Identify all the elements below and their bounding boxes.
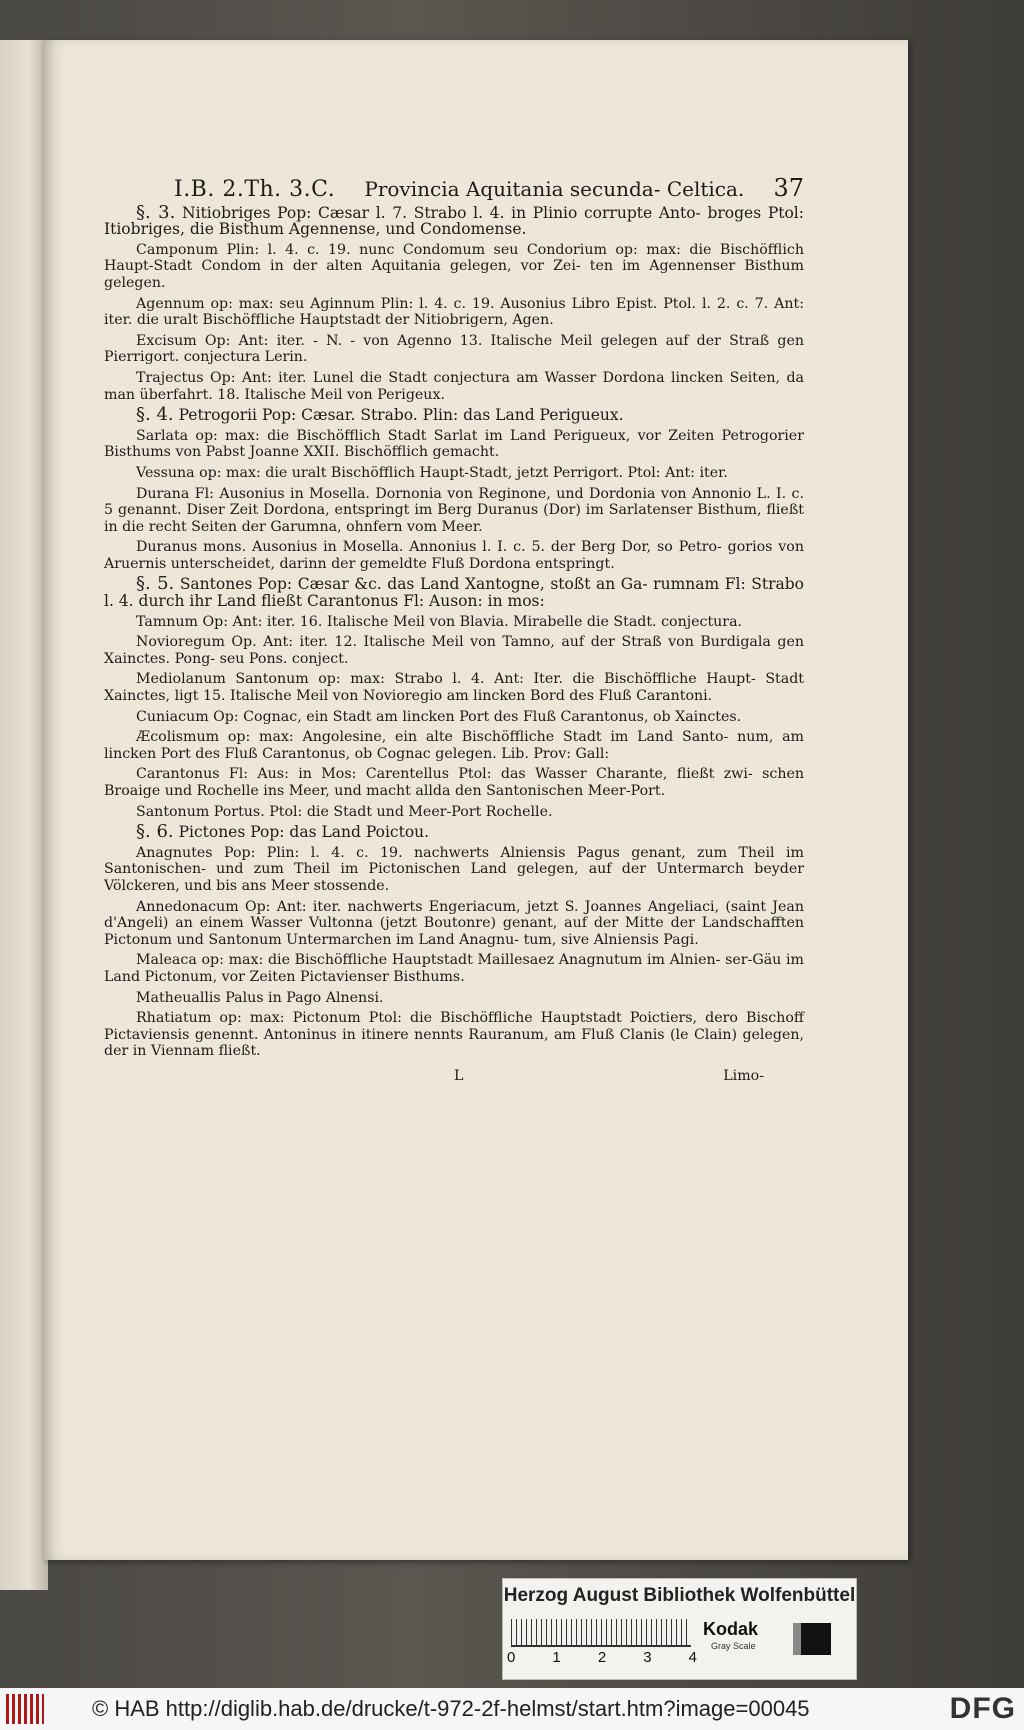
text-paragraph	[104, 952, 804, 985]
text-paragraph	[104, 370, 804, 403]
section-paragraph	[104, 573, 804, 611]
paragraph-text: Pictones Pop: das Land Poictou.	[178, 823, 430, 842]
paragraph-text: Mediolanum Santonum op: max: Strabo l. 4. Ant: Iter. die Bischöffliche Haupt- Stadt Xainctes, ligt 15. Italische Meil von Novioregio am lincken Bord des Fluß Carantoni.	[104, 671, 804, 705]
paragraph-text: Rhatiatum op: max: Pictonum Ptol: die Bischöffliche Hauptstadt Poictiers, dero Bischoff Pictaviensis genennt. Antoninus in itinere nennts Rauranum, am Fluß Clanis (le Clain) gelegen, der in Viennam fließt.	[104, 1010, 804, 1060]
section-paragraph	[104, 201, 804, 239]
text-paragraph	[104, 766, 804, 799]
text-paragraph	[104, 729, 804, 762]
header-title: Provincia Aquitania secunda- Celtica.	[364, 177, 745, 201]
left-page-edge	[0, 40, 48, 1590]
text-paragraph	[104, 465, 804, 482]
paragraph-text: Tamnum Op: Ant: iter. 16. Italische Meil von Blavia. Mirabelle die Stadt. conjectura.	[136, 613, 743, 630]
text-paragraph	[104, 296, 804, 329]
viewer-footer	[0, 1688, 1024, 1730]
ruler-scale	[511, 1619, 691, 1647]
paragraph-text: Duranus mons. Ausonius in Mosella. Annonius l. I. c. 5. der Berg Dor, so Petro- gorios von Aruernis unterscheidet, darinn der gemeldte Fluß Dordona entspringt.	[104, 539, 804, 572]
header-reference: I.B. 2.Th. 3.C.	[174, 177, 336, 202]
page-number: 37	[773, 174, 804, 202]
paragraph-text: Novioregum Op. Ant: iter. 12. Italische Meil von Tamno, auf der Straß von Burdigala gen Xainctes. Pong- seu Pons. conject.	[104, 634, 804, 667]
catchword: Limo-	[723, 1067, 764, 1084]
ruler-numbers	[507, 1649, 697, 1666]
ruler-number: 2	[597, 1649, 607, 1666]
paragraph-text: Æcolismum op: max: Angolesine, ein alte Bischöffliche Stadt im Land Santo- num, am lincken Port des Fluß Carantonus, ob Cognac gelegen. Lib. Prov: Gall:	[104, 729, 804, 762]
page-foot	[104, 1068, 804, 1085]
text-body	[104, 201, 804, 1060]
hab-logo-icon	[6, 1694, 44, 1724]
text-paragraph	[104, 428, 804, 461]
library-color-card	[502, 1578, 857, 1680]
text-paragraph	[104, 990, 804, 1007]
text-paragraph	[104, 614, 804, 631]
paragraph-text: Nitiobriges Pop: Cæsar l. 7. Strabo l. 4. in Plinio corrupte Anto- broges Ptol: Itiobriges, die Bisthum Agennense, und Condomense.	[104, 203, 804, 239]
kodak-sublabel: Gray Scale	[711, 1641, 756, 1651]
section-paragraph	[104, 821, 804, 843]
paragraph-text: Trajectus Op: Ant: iter. Lunel die Stadt conjectura am Wasser Dordona lincken Seiten, da man überfahrt. 18. Italische Meil von Perigeux.	[104, 369, 804, 403]
paragraph-text: Santonum Portus. Ptol: die Stadt und Meer-Port Rochelle.	[136, 803, 553, 820]
text-paragraph	[104, 333, 804, 366]
ruler-number: 4	[688, 1649, 697, 1666]
gray-swatch	[793, 1623, 831, 1655]
paragraph-text: Petrogorii Pop: Cæsar. Strabo. Plin: das Land Perigueux.	[178, 406, 624, 425]
library-name: Herzog August Bibliothek Wolfenbüttel	[503, 1585, 856, 1606]
signature-mark: L	[454, 1067, 464, 1084]
paragraph-text: Maleaca op: max: die Bischöffliche Hauptstadt Maillesaez Anagnutum im Alnien- ser-Gäu im Land Pictonum, vor Zeiten Pictavienser Bisthums.	[104, 952, 804, 985]
paragraph-text: Matheuallis Palus in Pago Alnensi.	[136, 989, 384, 1006]
paragraph-text: Santones Pop: Cæsar &c. das Land Xantogne, stoßt an Ga- rumnam Fl: Strabo l. 4. durch ihr Land fließt Carantonus Fl: Auson: in mos:	[104, 575, 804, 611]
section-number: §. 5.	[136, 573, 175, 595]
dfg-logo: DFG	[949, 1692, 1016, 1725]
ruler-number: 1	[552, 1649, 561, 1666]
paragraph-text: Durana Fl: Ausonius in Mosella. Dornonia von Reginone, und Dordonia von Annonio L. I. c. 5 genannt. Diser Zeit Dordona, entspringt im Berg Duranus (Dor) im Sarlatenser Bisthum, fließt in die recht Seiten der Garumna, ohnfern vom Meer.	[104, 485, 804, 535]
text-paragraph	[104, 804, 804, 821]
book-page	[44, 40, 908, 1560]
text-paragraph	[104, 634, 804, 667]
section-number: §. 4.	[136, 404, 174, 426]
text-paragraph	[104, 242, 804, 292]
text-paragraph	[104, 899, 804, 949]
text-paragraph	[104, 845, 804, 895]
paragraph-text: Carantonus Fl: Aus: in Mos: Carentellus Ptol: das Wasser Charante, fließt zwi- schen Broaige und Rochelle ins Meer, und macht allda den Santonischen Meer-Port.	[104, 766, 804, 799]
paragraph-text: Anagnutes Pop: Plin: l. 4. c. 19. nachwerts Alniensis Pagus genant, zum Theil im Santonischen- und zum Theil im Pictonischen Land gelegen, auf der Untermarch beyder Völckeren, und bis ans Meer stossende.	[104, 844, 804, 894]
text-paragraph	[104, 709, 804, 726]
running-header	[174, 174, 804, 202]
paragraph-text: Camponum Plin: l. 4. c. 19. nunc Condomum seu Condorium op: max: die Bischöfflich Haupt-Stadt Condom in der alten Aquitania gelegen, vor Zei- ten im Agennenser Bisthum gelegen.	[104, 241, 804, 291]
paragraph-text: Annedonacum Op: Ant: iter. nachwerts Engeriacum, jetzt S. Joannes Angeliaci, (saint Jean d'Angeli) an einem Wasser Vultonna (jetzt Boutonre) genant, auf der Mitte der Landschafften Pictonum und Santonum Untermarchen im Land Anagnu- tum, sive Alniensis Pagi.	[104, 898, 804, 948]
text-paragraph	[104, 539, 804, 572]
ruler-number: 0	[507, 1649, 516, 1666]
paragraph-text: Cuniacum Op: Cognac, ein Stadt am lincken Port des Fluß Carantonus, ob Xainctes.	[136, 708, 742, 725]
paragraph-text: Agennum op: max: seu Aginnum Plin: l. 4. c. 19. Ausonius Libro Epist. Ptol. l. 2. c. 7. Ant: iter. die uralt Bischöffliche Hauptstadt der Nitiobrigern, Agen.	[104, 295, 804, 329]
section-paragraph	[104, 404, 804, 426]
text-paragraph	[104, 671, 804, 704]
paragraph-text: Sarlata op: max: die Bischöfflich Stadt Sarlat im Land Perigueux, vor Zeiten Petrogorier Bisthums von Pabst Joanne XXII. Bischöfflich gemacht.	[104, 427, 804, 461]
paragraph-text: Vessuna op: max: die uralt Bischöfflich Haupt-Stadt, jetzt Perrigort. Ptol: Ant: iter.	[136, 464, 728, 481]
ruler-number: 3	[643, 1649, 652, 1666]
source-url[interactable]: © HAB http://diglib.hab.de/drucke/t-972-2f-helmst/start.htm?image=00045	[92, 1696, 810, 1721]
paragraph-text: Excisum Op: Ant: iter. - N. - von Agenno 13. Italische Meil gelegen auf der Straß gen Pierrigort. conjectura Lerin.	[104, 332, 804, 366]
kodak-label: Kodak	[703, 1619, 759, 1639]
section-number: §. 3.	[136, 201, 176, 223]
page-content	[104, 174, 804, 1085]
text-paragraph	[104, 1010, 804, 1060]
section-number: §. 6.	[136, 821, 174, 843]
text-paragraph	[104, 486, 804, 536]
